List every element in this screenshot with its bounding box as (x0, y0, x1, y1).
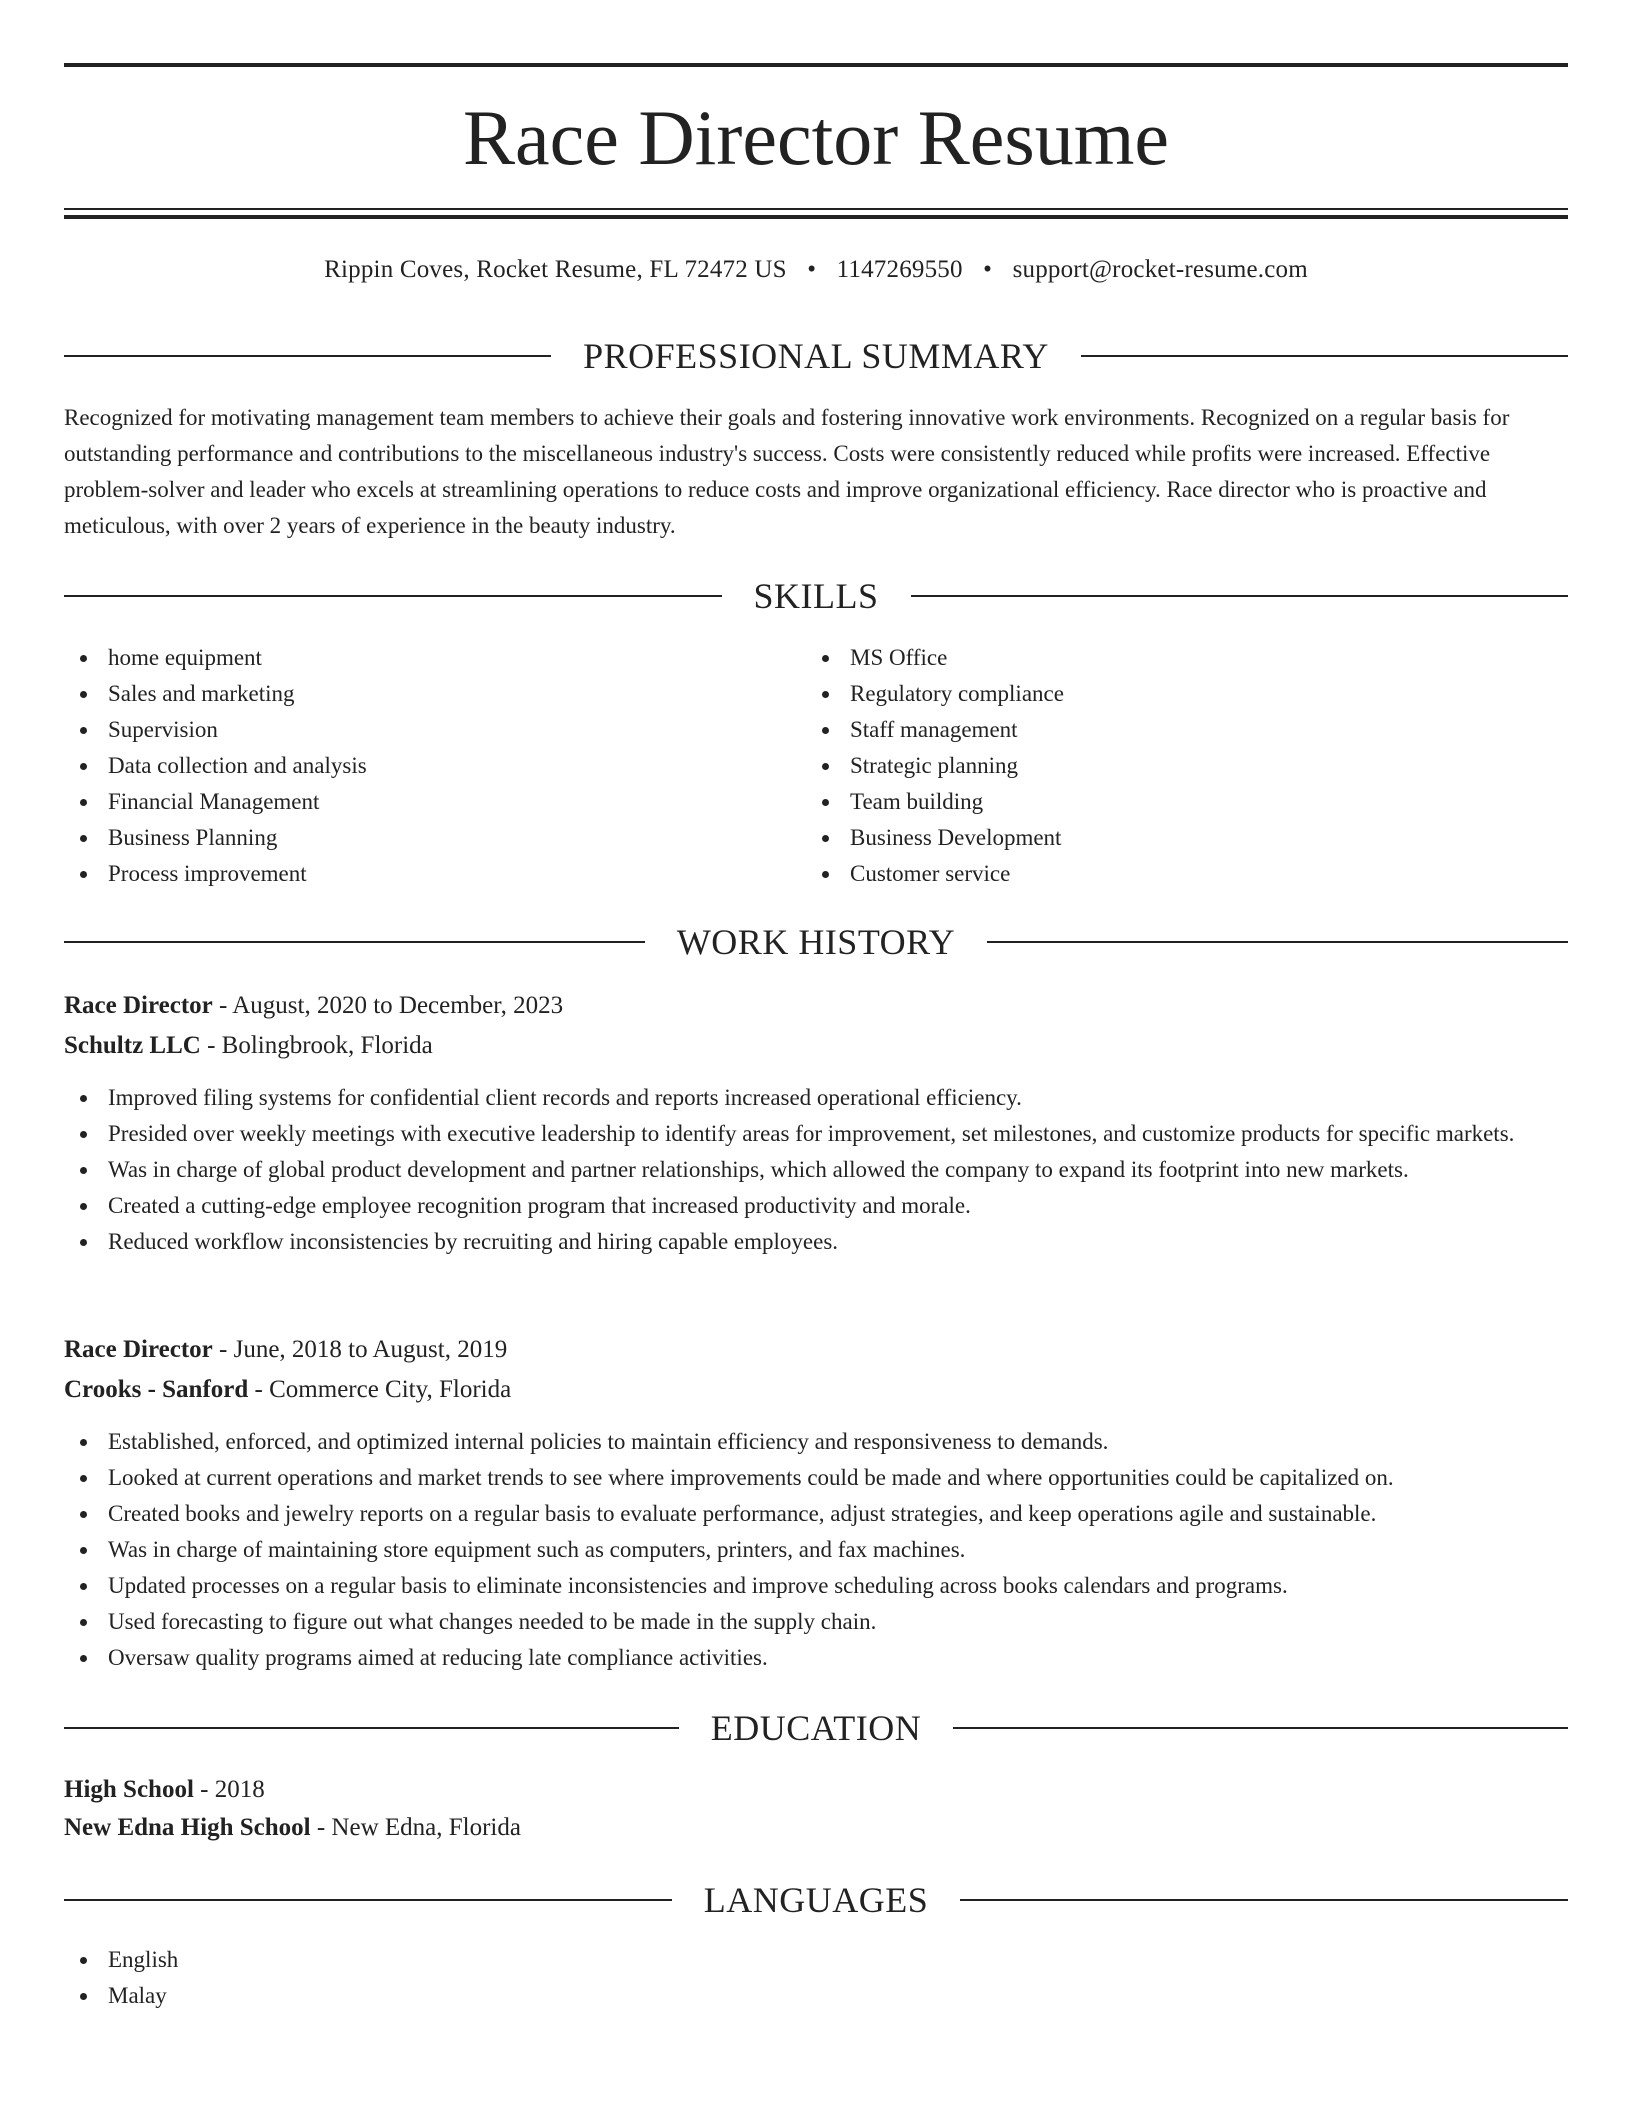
job-title-line (64, 986, 1568, 1026)
heading-rule (64, 1727, 679, 1729)
skill-item: Business Planning (64, 820, 764, 856)
language-item: Malay (64, 1978, 1568, 2014)
job-bullet: Reduced workflow inconsistencies by recruiting and hiring capable employees. (64, 1224, 1568, 1260)
skills-list-left (64, 640, 764, 892)
education-degree-line (64, 1770, 1568, 1810)
work-heading (64, 920, 1568, 964)
education-heading (64, 1706, 1568, 1750)
contact-line (64, 252, 1568, 288)
job-bullets (64, 1424, 1568, 1676)
heading-rule (911, 595, 1569, 597)
top-rule (64, 63, 1568, 67)
skill-item: Data collection and analysis (64, 748, 764, 784)
language-item: English (64, 1942, 1568, 1978)
summary-heading-text: PROFESSIONAL SUMMARY (583, 336, 1049, 376)
education-school-line (64, 1808, 1568, 1848)
education-location: - New Edna, Florida (310, 1814, 521, 1841)
skill-item: MS Office (806, 640, 1506, 676)
title-rule-thin (64, 208, 1568, 210)
job-location: - Bolingbrook, Florida (200, 1032, 433, 1059)
contact-email: support@rocket-resume.com (1012, 256, 1308, 283)
summary-text: Recognized for motivating management team members to achieve their goals and fostering innovative work environments. Recognized on a regular basis for outstanding performance and contributions to the miscellaneous industry's success. Costs were consistently reduced while profits were increased. Effective problem-solver and leader who excels at streamlining operations to reduce costs and improve organizational efficiency. Race director who is proactive and meticulous, with over 2 years of experience in the beauty industry. (64, 405, 1510, 538)
skill-item: Staff management (806, 712, 1506, 748)
job-dates: - June, 2018 to August, 2019 (212, 1336, 508, 1363)
heading-rule (64, 595, 722, 597)
heading-rule (1081, 355, 1568, 357)
skill-item: Customer service (806, 856, 1506, 892)
heading-rule (953, 1727, 1568, 1729)
skill-item: home equipment (64, 640, 764, 676)
languages-heading-text: LANGUAGES (703, 1880, 929, 1920)
skill-item: Team building (806, 784, 1506, 820)
heading-rule (987, 941, 1568, 943)
education-school: New Edna High School (64, 1814, 311, 1841)
skill-item: Financial Management (64, 784, 764, 820)
resume-title: Race Director Resume (462, 94, 1170, 181)
languages-heading (64, 1878, 1568, 1922)
skill-item: Strategic planning (806, 748, 1506, 784)
job-bullet: Updated processes on a regular basis to eliminate inconsistencies and improve scheduling across books calendars and programs. (64, 1568, 1568, 1604)
contact-separator: • (807, 256, 817, 283)
job-bullet: Was in charge of global product development and partner relationships, which allowed the company to expand its footprint into new markets. (64, 1152, 1568, 1188)
skill-item: Regulatory compliance (806, 676, 1506, 712)
job-title: Race Director (64, 1336, 213, 1363)
job-bullet: Created books and jewelry reports on a regular basis to evaluate performance, adjust strategies, and keep operations agile and sustainable. (64, 1496, 1568, 1532)
skills-list-right (806, 640, 1506, 892)
job-bullet: Presided over weekly meetings with executive leadership to identify areas for improvement, set milestones, and customize products for specific markets. (64, 1116, 1568, 1152)
skill-item: Supervision (64, 712, 764, 748)
contact-separator: • (983, 256, 993, 283)
work-heading-text: WORK HISTORY (676, 922, 956, 962)
contact-address: Rippin Coves, Rocket Resume, FL 72472 US (324, 256, 787, 283)
job-company-line (64, 1370, 1568, 1410)
heading-rule (64, 355, 551, 357)
job-bullet: Used forecasting to figure out what changes needed to be made in the supply chain. (64, 1604, 1568, 1640)
skill-item: Process improvement (64, 856, 764, 892)
heading-rule (960, 1899, 1568, 1901)
education-heading-text: EDUCATION (710, 1708, 922, 1748)
job-bullet: Looked at current operations and market trends to see where improvements could be made and where opportunities could be capitalized on. (64, 1460, 1568, 1496)
job-title-line (64, 1330, 1568, 1370)
job-bullet: Established, enforced, and optimized internal policies to maintain efficiency and responsiveness to demands. (64, 1424, 1568, 1460)
skills-heading-text: SKILLS (753, 576, 879, 616)
skills-heading (64, 574, 1568, 618)
job-location: - Commerce City, Florida (248, 1376, 512, 1403)
heading-rule (64, 941, 645, 943)
job-dates: - August, 2020 to December, 2023 (212, 992, 564, 1019)
skill-item: Business Development (806, 820, 1506, 856)
title-rule-thick (64, 215, 1568, 219)
skill-item: Sales and marketing (64, 676, 764, 712)
contact-phone: 1147269550 (836, 256, 963, 283)
job-bullet: Improved filing systems for confidential client records and reports increased operational efficiency. (64, 1080, 1568, 1116)
job-company: Schultz LLC (64, 1032, 201, 1059)
education-year: - 2018 (193, 1776, 265, 1803)
job-company: Crooks - Sanford (64, 1376, 249, 1403)
heading-rule (64, 1899, 672, 1901)
job-company-line (64, 1026, 1568, 1066)
job-bullet: Was in charge of maintaining store equipment such as computers, printers, and fax machines. (64, 1532, 1568, 1568)
summary-heading (64, 334, 1568, 378)
education-degree: High School (64, 1776, 194, 1803)
job-bullet: Created a cutting-edge employee recognition program that increased productivity and morale. (64, 1188, 1568, 1224)
job-bullets (64, 1080, 1568, 1260)
job-bullet: Oversaw quality programs aimed at reducing late compliance activities. (64, 1640, 1568, 1676)
languages-list (64, 1942, 1568, 2014)
job-title: Race Director (64, 992, 213, 1019)
